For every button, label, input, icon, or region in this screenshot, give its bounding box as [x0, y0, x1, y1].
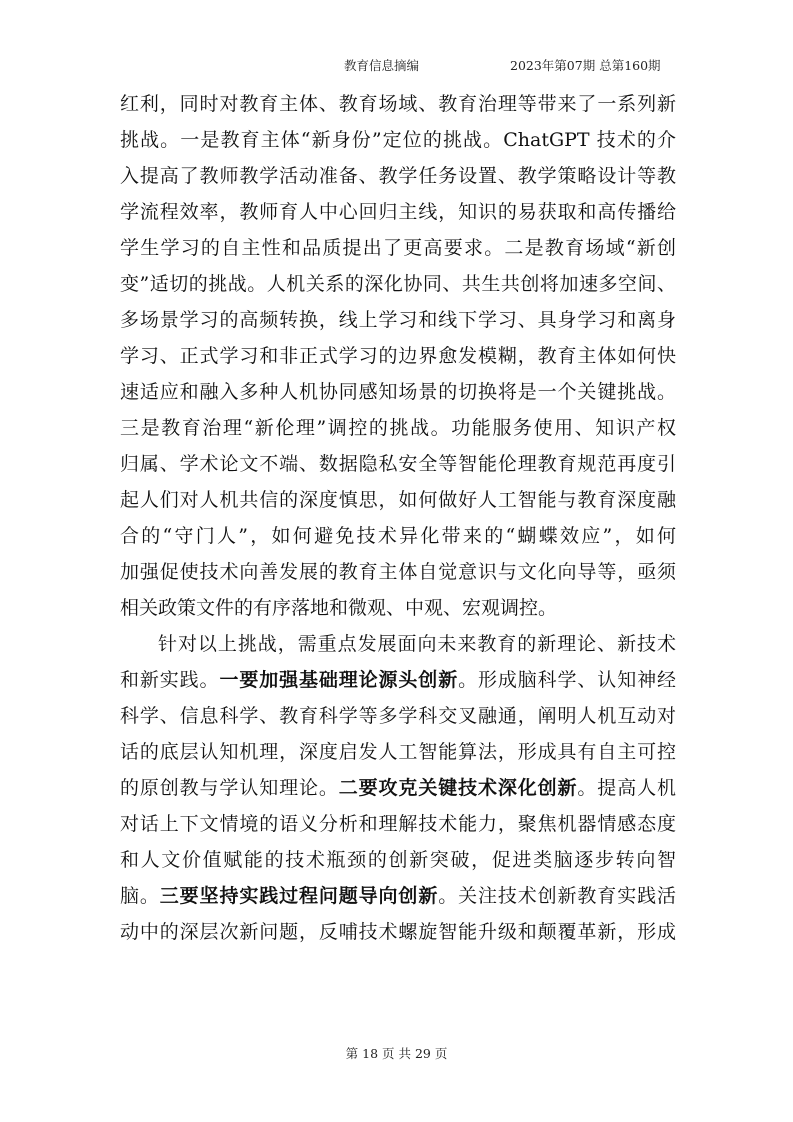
- article-body: [120, 86, 676, 950]
- text-line: 归属、学术论文不端、数据隐私安全等智能伦理教育规范再度引: [120, 453, 676, 475]
- text-line: 入提高了教师教学活动准备、教学任务设置、教学策略设计等教: [120, 165, 676, 187]
- text-run: 。关注技术创新教育实践活: [438, 885, 676, 907]
- journal-title: 教育信息摘编: [344, 58, 420, 73]
- text-line: 动中的深层次新问题，反哺技术螺旋智能升级和颠覆革新，形成: [120, 921, 676, 943]
- text-line: 合的“守门人”，如何避免技术异化带来的“蝴蝶效应”，如何: [120, 525, 676, 547]
- bold-heading-1: 一要加强基础理论源头创新: [219, 669, 459, 691]
- paragraph-2: [120, 626, 676, 950]
- text-line: 变”适切的挑战。人机关系的深化协同、共生共创将加速多空间、: [120, 273, 676, 295]
- bold-heading-2: 二要攻克关键技术深化创新: [338, 777, 578, 799]
- page-number: 第 18 页 共 29 页: [345, 1046, 448, 1061]
- page-header: [0, 56, 793, 76]
- text-run: 和新实践。: [120, 669, 220, 691]
- text-line: 话的底层认知机理，深度启发人工智能算法，形成具有自主可控: [120, 741, 676, 763]
- text-line: 速适应和融入多种人机协同感知场景的切换将是一个关键挑战。: [120, 381, 676, 403]
- text-line: 三是教育治理“新伦理”调控的挑战。功能服务使用、知识产权: [120, 417, 676, 439]
- text-line: 学流程效率，教师育人中心回归主线，知识的易获取和高传播给: [120, 201, 676, 223]
- text-line: 红利，同时对教育主体、教育场域、教育治理等带来了一系列新: [120, 93, 676, 115]
- text-line: [120, 878, 676, 914]
- text-line: 多场景学习的高频转换，线上学习和线下学习、具身学习和离身: [120, 309, 676, 331]
- issue-number: 2023年第07期 总第160期: [510, 58, 661, 73]
- text-line: 学生学习的自主性和品质提出了更高要求。二是教育场域“新创: [120, 237, 676, 259]
- bold-heading-3: 三要坚持实践过程问题导向创新: [159, 885, 439, 907]
- text-run: 的原创教与学认知理论。: [120, 777, 339, 799]
- text-run: 脑。: [120, 885, 160, 907]
- text-line: 加强促使技术向善发展的教育主体自觉意识与文化向导等，亟须: [120, 561, 676, 583]
- text-run: 。提高人机: [577, 777, 676, 799]
- text-line: 起人们对人机共信的深度慎思，如何做好人工智能与教育深度融: [120, 489, 676, 511]
- text-line: 相关政策文件的有序落地和微观、中观、宏观调控。: [120, 597, 558, 619]
- text-line: 科学、信息科学、教育科学等多学科交叉融通，阐明人机互动对: [120, 705, 676, 727]
- page-footer: [0, 1044, 793, 1062]
- text-line: 和人文价值赋能的技术瓶颈的创新突破，促进类脑逐步转向智: [120, 849, 676, 871]
- text-line: [120, 770, 676, 806]
- text-line: [120, 662, 676, 698]
- text-line: 学习、正式学习和非正式学习的边界愈发模糊，教育主体如何快: [120, 345, 676, 367]
- text-line: 挑战。一是教育主体“新身份”定位的挑战。ChatGPT 技术的介: [120, 129, 676, 151]
- text-run: 。形成脑科学、认知神经: [458, 669, 676, 691]
- text-line: 针对以上挑战，需重点发展面向未来教育的新理论、新技术: [158, 633, 676, 655]
- paragraph-1: [120, 86, 676, 626]
- text-line: 对话上下文情境的语义分析和理解技术能力，聚焦机器情感态度: [120, 813, 676, 835]
